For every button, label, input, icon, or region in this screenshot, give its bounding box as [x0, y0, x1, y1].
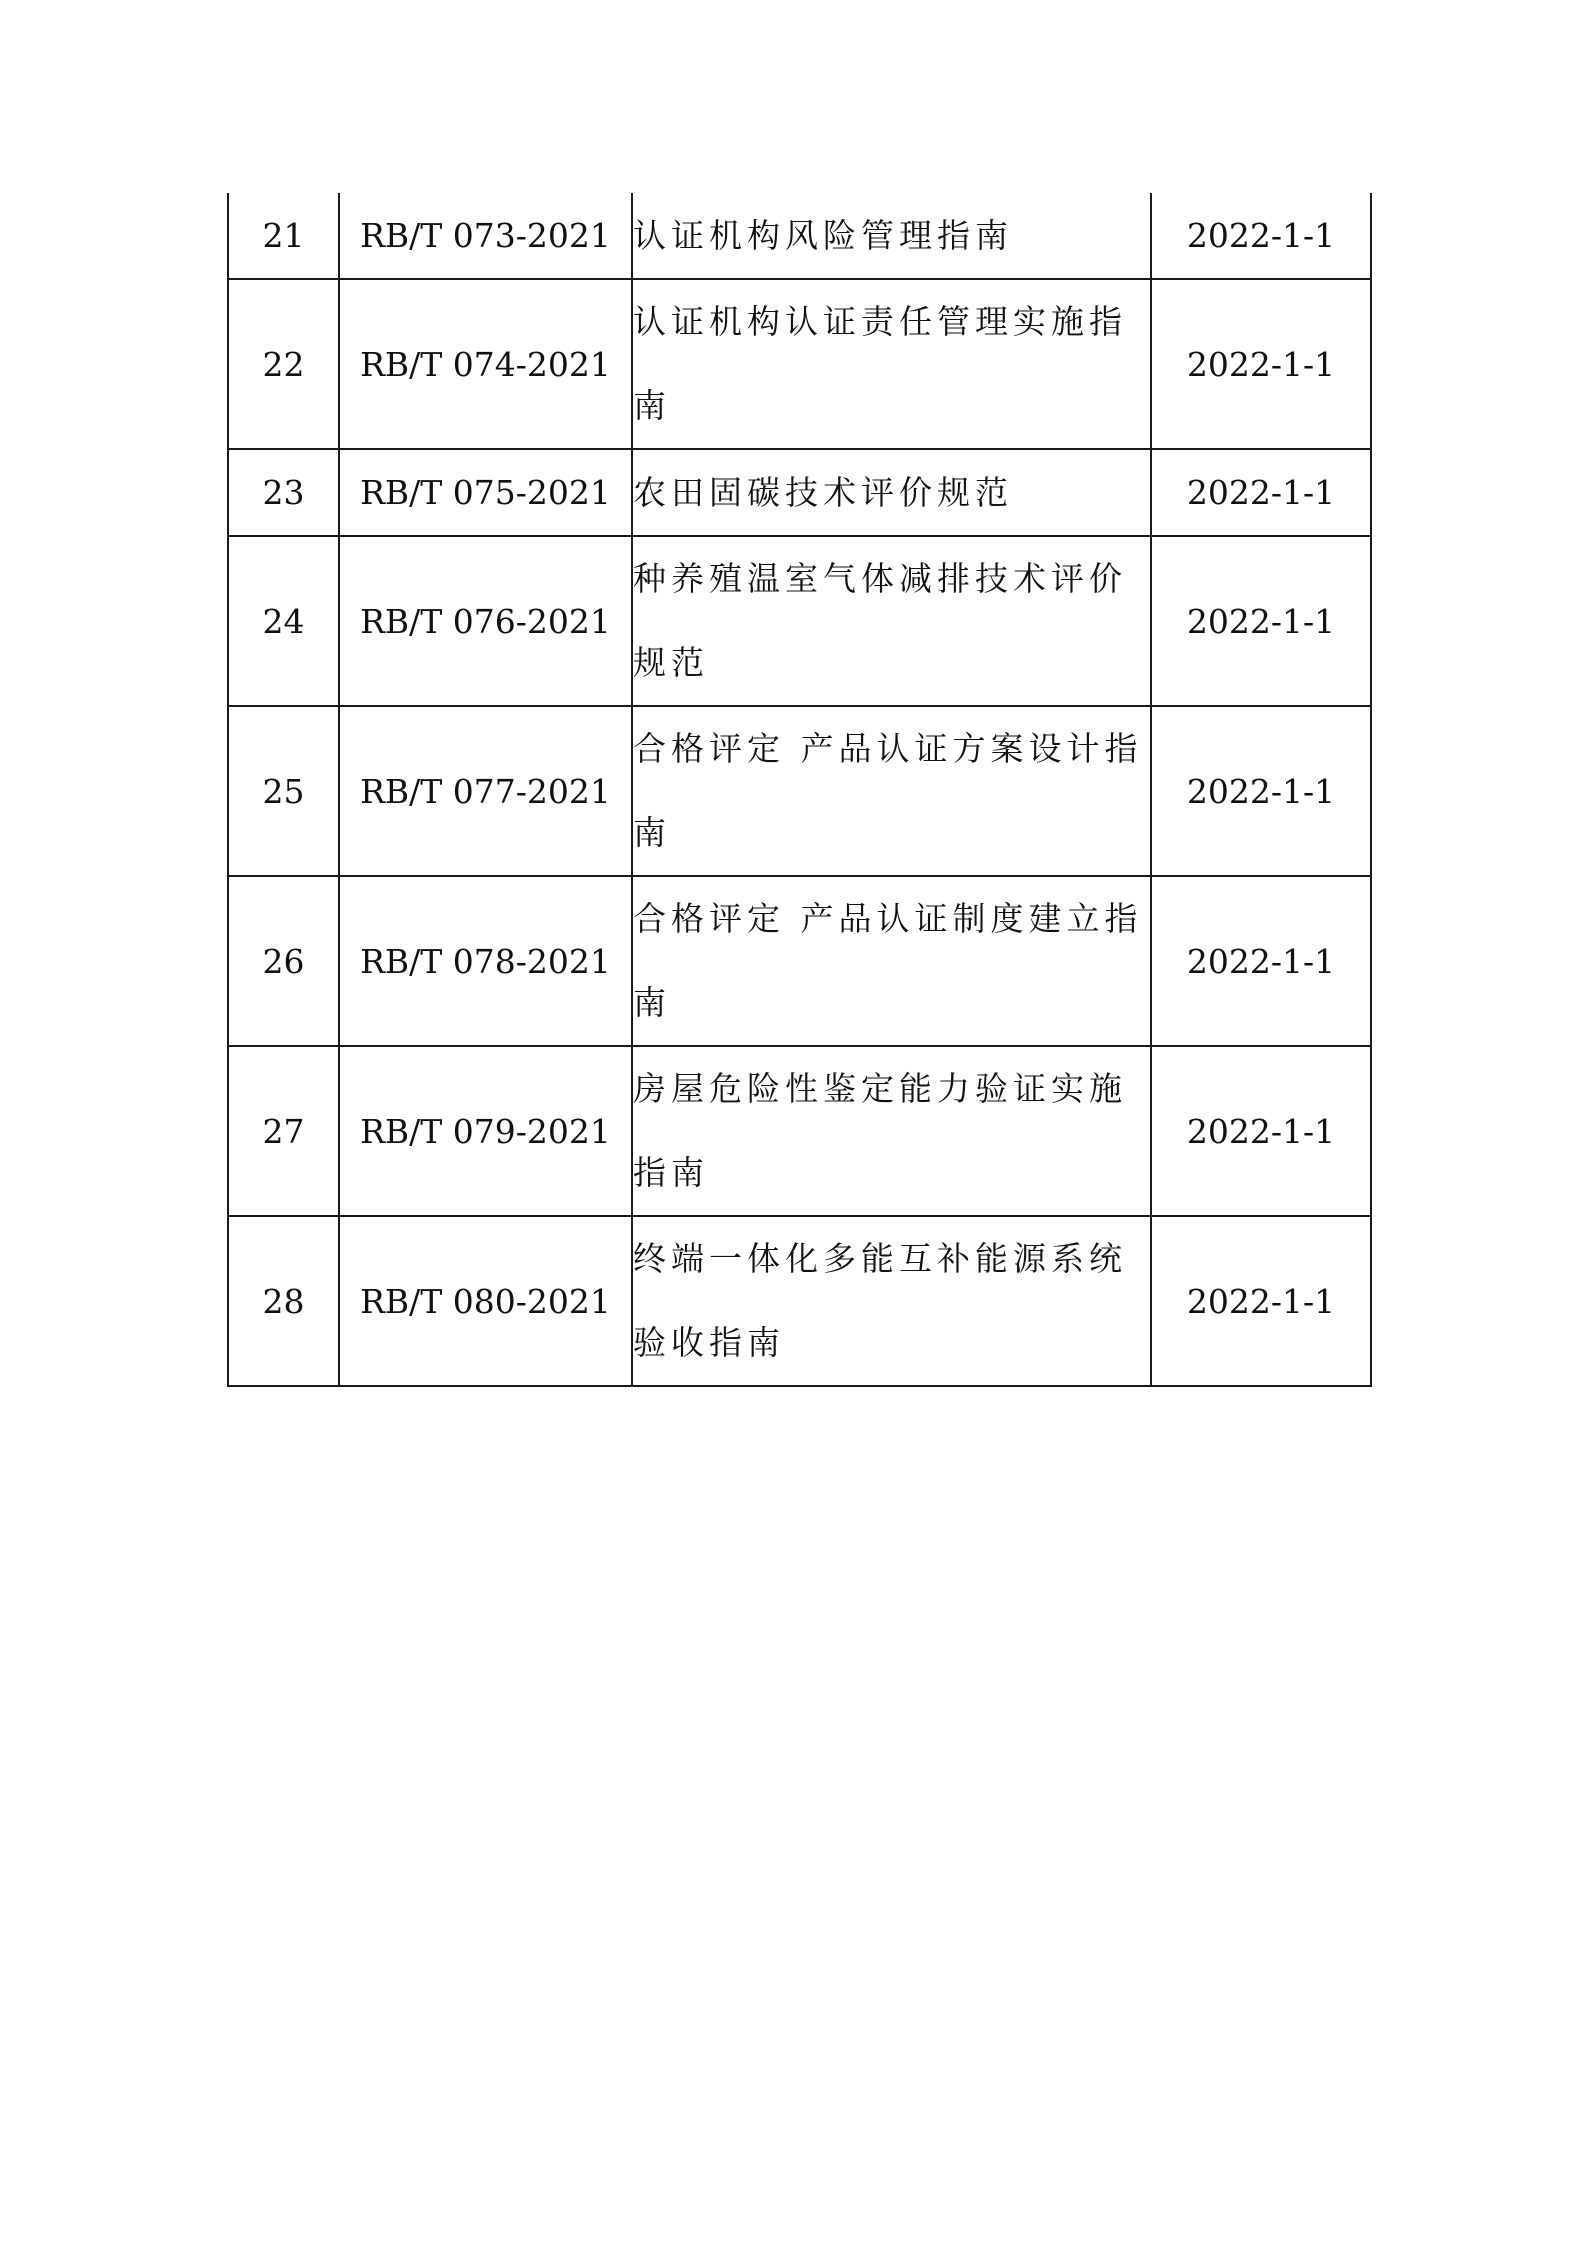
standard-code: RB/T 080-2021	[339, 1216, 632, 1386]
standard-name: 农田固碳技术评价规范	[632, 449, 1151, 536]
row-number: 25	[228, 706, 339, 876]
standard-code: RB/T 079-2021	[339, 1046, 632, 1216]
standard-name: 房屋危险性鉴定能力验证实施指南	[632, 1046, 1151, 1216]
standard-name: 合格评定 产品认证制度建立指南	[632, 876, 1151, 1046]
effective-date: 2022-1-1	[1151, 536, 1371, 706]
table-row	[228, 193, 1371, 279]
table-row	[228, 1216, 1371, 1386]
effective-date: 2022-1-1	[1151, 279, 1371, 449]
standard-name: 认证机构认证责任管理实施指南	[632, 279, 1151, 449]
row-number: 26	[228, 876, 339, 1046]
table-row	[228, 279, 1371, 449]
row-number: 23	[228, 449, 339, 536]
table-row	[228, 876, 1371, 1046]
table-row	[228, 706, 1371, 876]
row-number: 28	[228, 1216, 339, 1386]
effective-date: 2022-1-1	[1151, 1046, 1371, 1216]
standard-code: RB/T 075-2021	[339, 449, 632, 536]
table-row	[228, 1046, 1371, 1216]
standard-code: RB/T 074-2021	[339, 279, 632, 449]
effective-date: 2022-1-1	[1151, 706, 1371, 876]
standard-code: RB/T 076-2021	[339, 536, 632, 706]
table-row	[228, 536, 1371, 706]
standard-name: 合格评定 产品认证方案设计指南	[632, 706, 1151, 876]
effective-date: 2022-1-1	[1151, 1216, 1371, 1386]
standard-name: 终端一体化多能互补能源系统验收指南	[632, 1216, 1151, 1386]
effective-date: 2022-1-1	[1151, 449, 1371, 536]
row-number: 27	[228, 1046, 339, 1216]
effective-date: 2022-1-1	[1151, 193, 1371, 279]
table-row	[228, 449, 1371, 536]
standard-name: 种养殖温室气体减排技术评价规范	[632, 536, 1151, 706]
effective-date: 2022-1-1	[1151, 876, 1371, 1046]
row-number: 22	[228, 279, 339, 449]
standard-name: 认证机构风险管理指南	[632, 193, 1151, 279]
standard-code: RB/T 073-2021	[339, 193, 632, 279]
standard-code: RB/T 077-2021	[339, 706, 632, 876]
standard-code: RB/T 078-2021	[339, 876, 632, 1046]
standards-table	[227, 193, 1372, 1387]
row-number: 24	[228, 536, 339, 706]
row-number: 21	[228, 193, 339, 279]
